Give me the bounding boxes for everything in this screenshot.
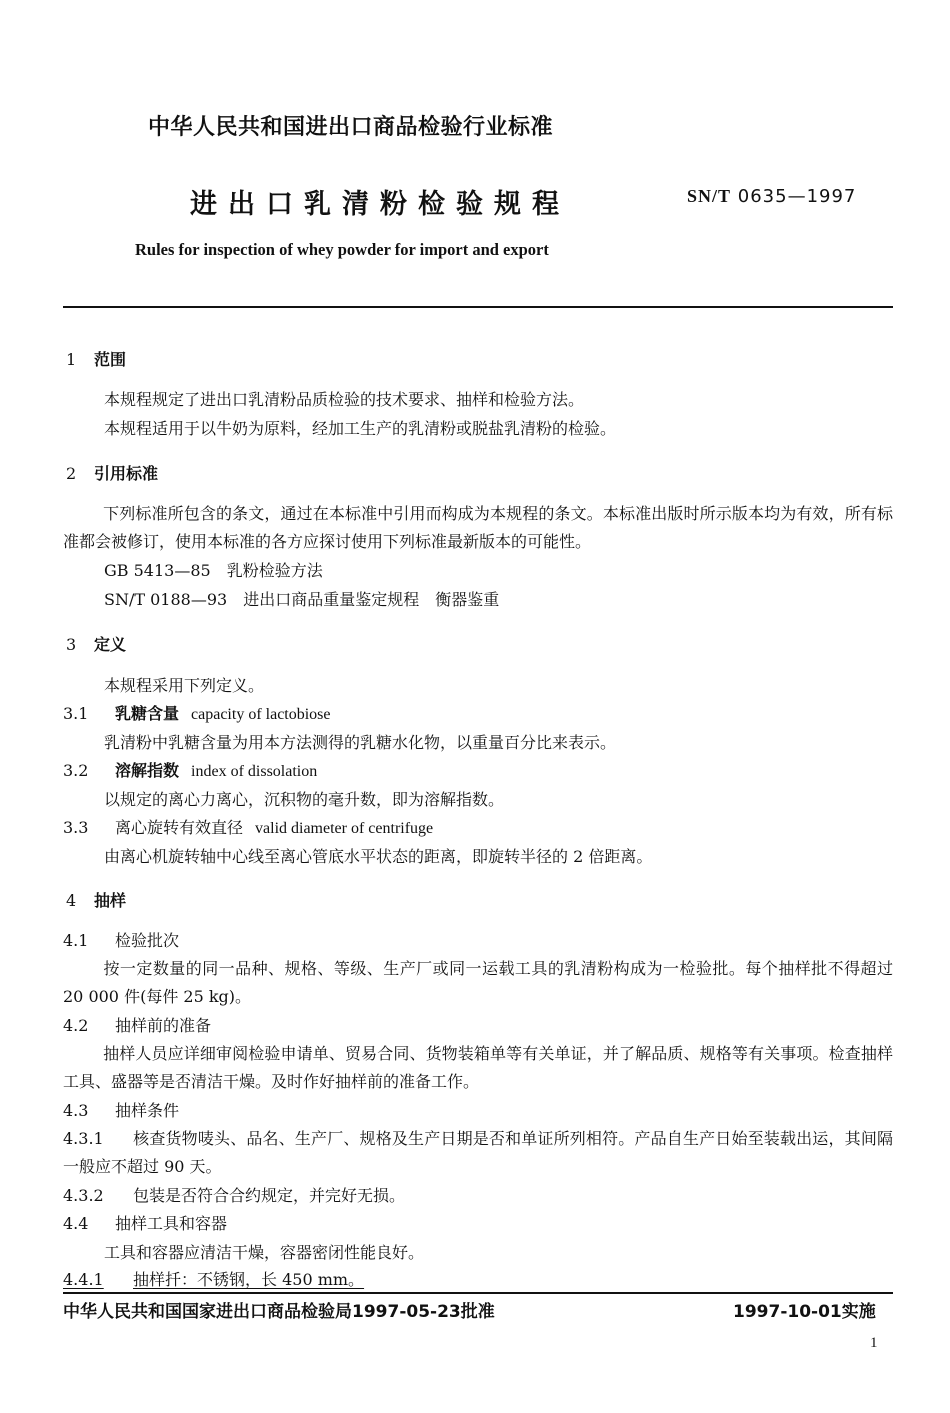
term: 离心旋转有效直径 [115, 818, 244, 837]
clause-4-3 [63, 1097, 179, 1125]
paragraph-text: 抽样人员应详细审阅检验申请单、贸易合同、货物装箱单等有关单证，并了解品质、规格等有关事项。检查抽样工具、盛器等是否清洁干燥。及时作好抽样前的准备工作。 [63, 1044, 893, 1091]
paragraph-text: 按一定数量的同一品种、规格、等级、生产厂或同一运载工具的乳清粉构成为一检验批。每个抽样批不得超过 20 000 件(每件 25 kg)。 [63, 959, 893, 1006]
section-1-heading [66, 347, 126, 370]
clause-4-3-2 [63, 1182, 405, 1210]
standard-category: 中华人民共和国进出口商品检验行业标准 [148, 115, 554, 140]
clause-4-4-1 [63, 1266, 364, 1294]
clause-number: 3.2 [63, 761, 89, 780]
section-4-heading [66, 888, 126, 911]
paragraph-text: 抽样扦：不锈钢，长 450 mm。 [133, 1270, 365, 1289]
clause-title: 抽样条件 [115, 1101, 180, 1120]
paragraph: 本规程适用于以牛奶为原料，经加工生产的乳清粉或脱盐乳清粉的检验。 [104, 419, 617, 438]
document-code [687, 186, 856, 207]
definition-text: 以规定的离心力离心，沉积物的毫升数，即为溶解指数。 [104, 790, 505, 809]
clause-4-2 [63, 1012, 211, 1040]
clause-number: 3.3 [63, 818, 89, 837]
section-title: 范围 [94, 350, 127, 369]
section-title: 定义 [94, 635, 127, 654]
header-rule [63, 306, 893, 308]
term: 乳糖含量 [115, 704, 180, 723]
document-title-cn: 进出口乳清粉检验规程 [190, 189, 570, 220]
document-title-en: Rules for inspection of whey powder for import and export [135, 240, 549, 259]
code-number: 0635—1997 [737, 186, 857, 207]
clause-number: 3.1 [63, 704, 89, 723]
page-number: 1 [870, 1335, 878, 1351]
definition-3-3 [63, 814, 433, 843]
section-number: 1 [66, 350, 77, 369]
approval-note: 中华人民共和国国家进出口商品检验局1997-05-23批准 [63, 1302, 495, 1322]
clause-number: 4.3.2 [63, 1186, 104, 1205]
definition-text: 乳清粉中乳糖含量为用本方法测得的乳糖水化物，以重量百分比来表示。 [104, 733, 617, 752]
clause-4-3-1 [63, 1125, 893, 1181]
clause-title: 抽样前的准备 [115, 1016, 212, 1035]
paragraph-text: 下列标准所包含的条文，通过在本标准中引用而构成为本规程的条文。本标准出版时所示版本均为有效，所有标准都会被修订，使用本标准的各方应探讨使用下列标准最新版本的可能性。 [63, 504, 893, 551]
reference-item: SN/T 0188—93 进出口商品重量鉴定规程 衡器鉴重 [104, 590, 500, 609]
clause-4-4 [63, 1210, 227, 1238]
clause-title: 检验批次 [115, 931, 180, 950]
definition-text: 由离心机旋转轴中心线至离心管底水平状态的距离，即旋转半径的 2 倍距离。 [104, 847, 653, 866]
code-prefix: SN/T [687, 186, 732, 206]
paragraph [63, 1040, 893, 1096]
section-title: 抽样 [94, 891, 127, 910]
paragraph-text: 包装是否符合合约规定，并完好无损。 [133, 1186, 406, 1205]
term-en: index of dissolation [191, 763, 318, 780]
paragraph [63, 500, 893, 556]
clause-number: 4.3 [63, 1101, 89, 1120]
term: 溶解指数 [115, 761, 180, 780]
clause-number: 4.3.1 [63, 1129, 104, 1148]
paragraph: 工具和容器应清洁干燥，容器密闭性能良好。 [104, 1243, 425, 1262]
clause-number: 4.4 [63, 1214, 89, 1233]
paragraph: 本规程采用下列定义。 [104, 676, 265, 695]
clause-number: 4.2 [63, 1016, 89, 1035]
paragraph-text: 核查货物唛头、品名、生产厂、规格及生产日期是否和单证所列相符。产品自生产日始至装载出运，其间隔一般应不超过 90 天。 [63, 1129, 893, 1176]
section-number: 4 [66, 891, 77, 910]
section-number: 3 [66, 635, 77, 654]
clause-number: 4.4.1 [63, 1270, 104, 1289]
clause-number: 4.1 [63, 931, 89, 950]
paragraph: 本规程规定了进出口乳清粉品质检验的技术要求、抽样和检验方法。 [104, 390, 585, 409]
definition-3-2 [63, 757, 317, 786]
section-title: 引用标准 [94, 464, 159, 483]
section-number: 2 [66, 464, 77, 483]
section-2-heading [66, 461, 158, 484]
term-en: capacity of lactobiose [191, 706, 331, 723]
implementation-date: 1997-10-01实施 [733, 1302, 876, 1322]
footer-rule [63, 1292, 893, 1294]
section-3-heading [66, 632, 126, 655]
definition-3-1 [63, 700, 331, 729]
clause-title: 抽样工具和容器 [115, 1214, 228, 1233]
reference-item: GB 5413—85 乳粉检验方法 [104, 561, 323, 580]
paragraph [63, 955, 893, 1011]
term-en: valid diameter of centrifuge [255, 820, 434, 837]
clause-4-1 [63, 927, 179, 955]
